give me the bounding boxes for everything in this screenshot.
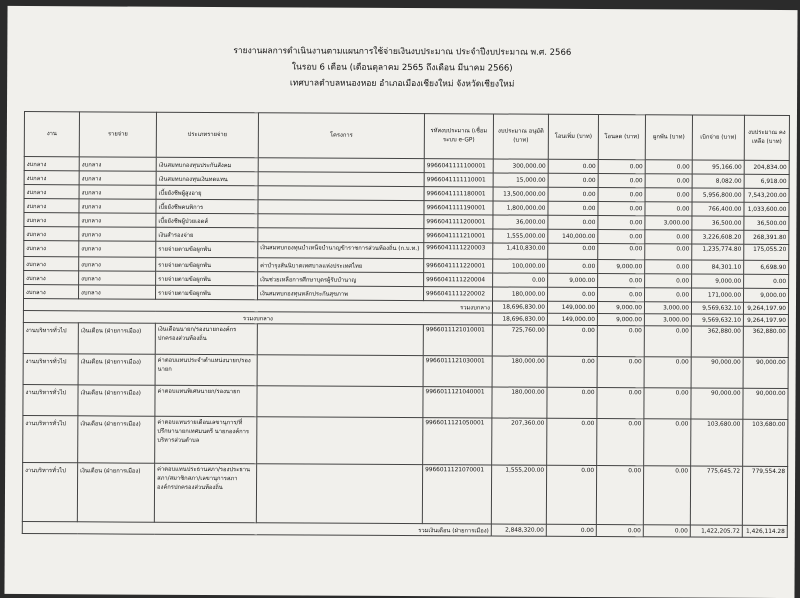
approved-cell: 15,000.00 [493, 173, 548, 187]
subtotal-label: รวมงบกลาง [23, 299, 492, 313]
remaining-cell: 36,500.00 [744, 216, 789, 230]
project-cell: เงินสมทบกองทุนหลักประกันสุขภาพ [258, 286, 424, 301]
subtotal-remaining-cell: 9,264,197.90 [743, 314, 788, 326]
expense-type-cell: รายจ่ายตามข้อผูกพัน [156, 257, 258, 272]
project-cell [258, 200, 424, 215]
subtotal-committed-cell: 3,000.00 [644, 302, 691, 314]
budget-code-cell: 9966041111210001 [424, 229, 493, 243]
approved-cell: 300,000.00 [493, 159, 548, 173]
transfer-out-cell: 0.00 [598, 244, 645, 260]
remaining-cell: 268,391.80 [744, 230, 789, 244]
budget-code-cell: 9966011121050001 [423, 418, 492, 465]
approved-cell: 0.00 [493, 273, 548, 287]
approved-cell: 180,000.00 [493, 287, 548, 301]
column-header-expense: รายจ่าย [79, 112, 156, 157]
transfer-out-cell: 0.00 [597, 419, 644, 466]
expense-type-cell: เงินสำรองจ่าย [156, 227, 258, 242]
budget-code-cell: 9966041111200001 [424, 215, 493, 229]
column-header-disbursed: เบิกจ่าย (บาท) [692, 115, 744, 160]
disbursed-cell: 84,301.10 [692, 260, 744, 274]
expense-cell: เงินเดือน (ฝ่ายการเมือง) [78, 385, 155, 416]
transfer-out-cell: 0.00 [597, 326, 644, 357]
committed-cell: 0.00 [645, 260, 692, 274]
subtotal-disbursed-cell: 1,422,205.72 [690, 525, 742, 537]
work-cell: งานบริหารทั่วไป [22, 463, 77, 522]
expense-type-cell: เงินสมทบกองทุนเงินทดแทน [156, 171, 258, 186]
subtotal-transfer-in-cell: 0.00 [546, 524, 596, 536]
disbursed-cell: 5,956,800.00 [692, 188, 744, 202]
expense-cell: งบกลาง [79, 157, 156, 171]
remaining-cell: 9,000.00 [744, 288, 789, 302]
column-header-remaining: งบประมาณ คงเหลือ (บาท) [744, 115, 789, 160]
transfer-out-cell: 9,000.00 [598, 260, 645, 274]
budget-code-cell: 9966011121010001 [423, 325, 492, 356]
expense-type-cell: เบี้ยยังชีพคนพิการ [156, 199, 258, 214]
transfer-out-cell: 0.00 [597, 388, 644, 419]
work-cell: งานบริหารทั่วไป [23, 323, 78, 354]
report-title: รายงานผลการดำเนินงานตามแผนการใช้จ่ายเงินงบประมาณ ประจำปีงบประมาณ พ.ศ. 2566 [233, 46, 572, 58]
project-cell [258, 228, 424, 243]
column-header-approved: งบประมาณ อนุมัติ (บาท) [493, 114, 548, 159]
remaining-cell: 0.00 [744, 274, 789, 288]
work-cell: งบกลาง [24, 257, 79, 271]
committed-cell: 0.00 [645, 174, 692, 188]
disbursed-cell: 9,000.00 [692, 274, 744, 288]
work-cell: งานบริหารทั่วไป [23, 354, 78, 385]
budget-code-cell: 9966041111100001 [424, 159, 493, 173]
transfer-in-cell: 0.00 [548, 215, 598, 229]
column-header-budget-code: รหัสงบประมาณ (เชื่อมระบบ e-GP) [424, 114, 493, 159]
subtotal-remaining-cell: 9,264,197.90 [743, 302, 788, 314]
remaining-cell: 362,880.00 [743, 326, 788, 357]
remaining-cell: 6,698.90 [744, 260, 789, 274]
expense-cell: งบกลาง [79, 171, 156, 185]
approved-cell: 180,000.00 [492, 356, 547, 387]
report-period: ในรอบ 6 เดือน (เดือนตุลาคม 2565 ถึงเดือน มีนาคม 2566) [291, 62, 513, 74]
transfer-out-cell: 0.00 [598, 216, 645, 230]
disbursed-cell: 362,880.00 [691, 326, 743, 357]
project-cell: เงินช่วยเหลือการศึกษาบุตรผู้รับบำนาญ [258, 272, 424, 287]
approved-cell: 725,760.00 [492, 325, 547, 356]
approved-cell: 1,410,830.00 [493, 243, 548, 259]
work-cell: งบกลาง [24, 241, 79, 257]
expense-type-cell: ค่าตอบแทนประธานสภา/รองประธานสภา/สมาชิกสภา/เลขานุการสภาองค์กรปกครองส่วนท้องถิ่น [154, 463, 256, 523]
expense-cell: งบกลาง [79, 227, 156, 241]
transfer-in-cell: 0.00 [548, 159, 598, 173]
report-header [7, 42, 797, 94]
transfer-out-cell: 0.00 [596, 466, 643, 525]
approved-cell: 1,555,000.00 [493, 229, 548, 243]
expense-cell: งบกลาง [79, 241, 156, 257]
expense-cell: เงินเดือน (ฝ่ายการเมือง) [78, 416, 155, 463]
budget-code-cell: 9966041111190001 [424, 201, 493, 215]
column-header-transfer-out: โอนลด (บาท) [598, 115, 645, 160]
work-cell: งบกลาง [24, 185, 79, 199]
approved-cell: 36,000.00 [493, 215, 548, 229]
transfer-in-cell: 0.00 [547, 418, 597, 465]
header-row [24, 112, 789, 161]
transfer-out-cell: 0.00 [597, 357, 644, 388]
subtotal-disbursed-cell: 9,569,632.10 [691, 314, 743, 326]
expense-type-cell: เงินเดือนนายก/รองนายกองค์กรปกครองส่วนท้องถิ่น [155, 323, 257, 355]
disbursed-cell: 95,166.00 [692, 160, 744, 174]
transfer-out-cell: 0.00 [598, 174, 645, 188]
remaining-cell: 175,055.20 [744, 244, 789, 260]
expense-type-cell: รายจ่ายตามข้อผูกพัน [156, 271, 258, 286]
committed-cell: 0.00 [645, 230, 692, 244]
work-cell: งบกลาง [24, 227, 79, 241]
subtotal-transfer-in-cell: 149,000.00 [547, 313, 597, 325]
project-cell [257, 324, 423, 356]
remaining-cell: 90,000.00 [743, 388, 788, 419]
subtotal-transfer-out-cell: 9,000.00 [597, 314, 644, 326]
transfer-in-cell: 0.00 [547, 325, 597, 356]
project-cell [258, 158, 424, 173]
remaining-cell: 779,554.28 [742, 466, 787, 525]
transfer-out-cell: 0.00 [598, 188, 645, 202]
approved-cell: 207,360.00 [492, 418, 547, 465]
budget-code-cell: 9966041111220004 [424, 273, 493, 287]
project-cell [257, 417, 423, 465]
column-header-transfer-in: โอนเพิ่ม (บาท) [548, 114, 598, 159]
transfer-in-cell: 0.00 [548, 201, 598, 215]
committed-cell: 0.00 [644, 326, 691, 357]
subtotal-approved-cell: 18,696,830.00 [492, 313, 547, 325]
approved-cell: 1,800,000.00 [493, 201, 548, 215]
table-row [23, 416, 788, 467]
subtotal-transfer-in-cell: 149,000.00 [547, 301, 597, 313]
approved-cell: 1,555,200.00 [491, 465, 546, 524]
work-cell: งบกลาง [24, 213, 79, 227]
subtotal-transfer-out-cell: 9,000.00 [597, 302, 644, 314]
work-cell: งบกลาง [24, 157, 79, 171]
expense-type-cell: รายจ่ายตามข้อผูกพัน [156, 241, 258, 258]
project-cell [256, 464, 422, 524]
disbursed-cell: 3,226,608.20 [692, 230, 744, 244]
remaining-cell: 6,918.00 [744, 174, 789, 188]
approved-cell: 180,000.00 [492, 387, 547, 418]
transfer-out-cell: 0.00 [598, 274, 645, 288]
transfer-in-cell: 9,000.00 [548, 273, 598, 287]
transfer-in-cell: 0.00 [548, 187, 598, 201]
expense-cell: งบกลาง [79, 257, 156, 271]
budget-code-cell: 9966011121030001 [423, 356, 492, 387]
subtotal-transfer-out-cell: 0.00 [596, 525, 643, 537]
remaining-cell: 204,834.00 [744, 160, 789, 174]
committed-cell: 3,000.00 [645, 216, 692, 230]
disbursed-cell: 90,000.00 [691, 388, 743, 419]
transfer-in-cell: 0.00 [546, 465, 596, 524]
budget-code-cell: 9966041111180001 [424, 187, 493, 201]
committed-cell: 0.00 [645, 202, 692, 216]
expense-cell: งบกลาง [79, 285, 156, 299]
table-row [23, 323, 788, 358]
disbursed-cell: 103,680.00 [691, 419, 743, 466]
document-sheet [4, 6, 797, 598]
project-cell: ค่าบำรุงสันนิบาตเทศบาลแห่งประเทศไทย [258, 258, 424, 273]
transfer-out-cell: 0.00 [598, 160, 645, 174]
expense-type-cell: ค่าตอบแทนพิเศษนายก/รองนายก [155, 385, 257, 417]
work-cell: งานบริหารทั่วไป [23, 416, 78, 463]
budget-table [22, 111, 790, 538]
report-organization: เทศบาลตำบลหนองหอย อำเภอเมืองเชียงใหม่ จังหวัดเชียงใหม่ [289, 78, 515, 90]
project-cell [258, 172, 424, 187]
committed-cell: 0.00 [644, 388, 691, 419]
transfer-in-cell: 0.00 [548, 259, 598, 273]
committed-cell: 0.00 [645, 160, 692, 174]
subtotal-approved-cell: 2,848,320.00 [491, 524, 546, 536]
disbursed-cell: 775,645.72 [690, 466, 742, 525]
expense-type-cell: ค่าตอบแทนประจำตำแหน่งนายก/รองนายก [155, 354, 257, 386]
transfer-in-cell: 0.00 [548, 287, 598, 301]
expense-cell: งบกลาง [79, 271, 156, 285]
transfer-in-cell: 0.00 [547, 356, 597, 387]
project-cell [257, 355, 423, 387]
column-header-work: งาน [24, 112, 79, 157]
transfer-in-cell: 140,000.00 [548, 229, 598, 243]
table-row [23, 385, 788, 420]
subtotal-label: รวมงบกลาง [23, 311, 492, 325]
project-cell [258, 186, 424, 201]
expense-cell: งบกลาง [79, 213, 156, 227]
expense-cell: งบกลาง [79, 185, 156, 199]
expense-cell: เงินเดือน (ฝ่ายการเมือง) [78, 354, 155, 385]
approved-cell: 100,000.00 [493, 259, 548, 273]
work-cell: งบกลาง [24, 199, 79, 213]
column-header-project: โครงการ [258, 113, 424, 159]
disbursed-cell: 1,235,774.80 [692, 244, 744, 260]
work-cell: งบกลาง [24, 271, 79, 285]
committed-cell: 0.00 [644, 357, 691, 388]
table-row [23, 354, 788, 389]
transfer-out-cell: 0.00 [598, 288, 645, 302]
subtotal-label: รวมเงินเดือน (ฝ่ายการเมือง) [22, 522, 491, 536]
committed-cell: 0.00 [643, 466, 690, 525]
expense-cell: งบกลาง [79, 199, 156, 213]
budget-code-cell: 9966041111110001 [424, 173, 493, 187]
transfer-out-cell: 0.00 [598, 230, 645, 244]
transfer-in-cell: 0.00 [548, 173, 598, 187]
expense-type-cell: เบี้ยยังชีพผู้ป่วยเอดส์ [156, 213, 258, 228]
transfer-out-cell: 0.00 [598, 202, 645, 216]
column-header-committed: ผูกพัน (บาท) [645, 115, 692, 160]
work-cell: งบกลาง [24, 171, 79, 185]
expense-type-cell: เงินสมทบกองทุนประกันสังคม [156, 157, 258, 172]
remaining-cell: 1,033,600.00 [744, 202, 789, 216]
committed-cell: 0.00 [645, 288, 692, 302]
project-cell [257, 386, 423, 418]
disbursed-cell: 8,082.00 [692, 174, 744, 188]
table-row [22, 463, 787, 526]
budget-code-cell: 9966041111220001 [424, 259, 493, 273]
table-body [22, 157, 789, 538]
work-cell: งานบริหารทั่วไป [23, 385, 78, 416]
committed-cell: 0.00 [645, 188, 692, 202]
committed-cell: 0.00 [644, 419, 691, 466]
subtotal-approved-cell: 18,696,830.00 [492, 301, 547, 313]
budget-code-cell: 9966011121070001 [422, 465, 491, 524]
remaining-cell: 103,680.00 [743, 419, 788, 466]
expense-cell: เงินเดือน (ฝ่ายการเมือง) [77, 463, 154, 522]
expense-type-cell: ค่าตอบแทนรายเดือนเลขานุการ/ที่ปรึกษานายกเทศมนตรี นายกองค์การบริหารส่วนตำบล [155, 416, 257, 464]
subtotal-committed-cell: 0.00 [643, 525, 690, 537]
budget-code-cell: 9966011121040001 [423, 387, 492, 418]
remaining-cell: 7,543,200.00 [744, 188, 789, 202]
approved-cell: 13,500,000.00 [493, 187, 548, 201]
work-cell: งบกลาง [24, 285, 79, 299]
expense-type-cell: เบี้ยยังชีพผู้สูงอายุ [156, 185, 258, 200]
column-header-expense-type: ประเภทรายจ่าย [156, 112, 258, 158]
expense-cell: เงินเดือน (ฝ่ายการเมือง) [78, 323, 155, 354]
subtotal-committed-cell: 3,000.00 [644, 314, 691, 326]
disbursed-cell: 90,000.00 [691, 357, 743, 388]
budget-code-cell: 9966041111220002 [424, 287, 493, 301]
project-cell [258, 214, 424, 229]
committed-cell: 0.00 [645, 274, 692, 288]
transfer-in-cell: 0.00 [547, 387, 597, 418]
disbursed-cell: 766,400.00 [692, 202, 744, 216]
project-cell: เงินสมทบกองทุนบำเหน็จบำนาญข้าราชการส่วนท้องถิ่น (ก.บ.ท.) [258, 242, 424, 259]
disbursed-cell: 171,000.00 [692, 288, 744, 302]
remaining-cell: 90,000.00 [743, 357, 788, 388]
budget-code-cell: 9966041111220003 [424, 243, 493, 259]
transfer-in-cell: 0.00 [548, 243, 598, 259]
subtotal-disbursed-cell: 9,569,632.10 [691, 302, 743, 314]
subtotal-remaining-cell: 1,426,114.28 [742, 525, 787, 537]
committed-cell: 0.00 [645, 244, 692, 260]
expense-type-cell: รายจ่ายตามข้อผูกพัน [156, 285, 258, 300]
disbursed-cell: 36,500.00 [692, 216, 744, 230]
